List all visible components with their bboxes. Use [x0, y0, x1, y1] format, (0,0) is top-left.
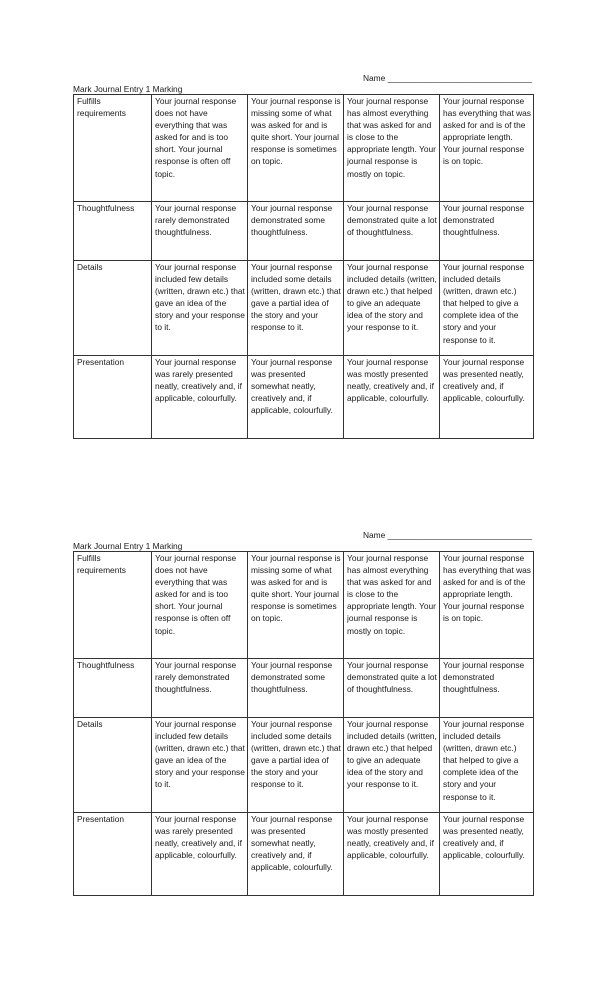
level-2-cell: Your journal response demonstrated some thoughtfulness.: [248, 202, 344, 261]
criterion-cell: Thoughtfulness: [74, 202, 152, 261]
level-4-cell: Your journal response demonstrated thoughtfulness.: [440, 659, 534, 718]
level-1-cell: Your journal response included few details (written, drawn etc.) that gave an idea of the story and your response to it.: [152, 718, 248, 813]
level-2-cell: Your journal response included some details (written, drawn etc.) that gave a partial idea of the story and your response to it.: [248, 261, 344, 356]
level-2-cell: Your journal response was presented somewhat neatly, creatively and, if applicable, colourfully.: [248, 356, 344, 439]
level-4-cell: Your journal response demonstrated thoughtfulness.: [440, 202, 534, 261]
criterion-cell: Fulfills requirements: [74, 95, 152, 202]
level-3-cell: Your journal response included details (written, drawn etc.) that helped to give an adequate idea of the story and your response to it.: [344, 261, 440, 356]
criterion-cell: Thoughtfulness: [74, 659, 152, 718]
level-3-cell: Your journal response demonstrated quite a lot of thoughtfulness.: [344, 659, 440, 718]
level-4-cell: Your journal response included details (written, drawn etc.) that helped to give a complete idea of the story and your response to it.: [440, 261, 534, 356]
rubric-sheet-1: [73, 72, 533, 439]
level-1-cell: Your journal response rarely demonstrated thoughtfulness.: [152, 202, 248, 261]
level-3-cell: Your journal response has almost everything that was asked for and is close to the appropriate length. Your journal response is mostly on topic.: [344, 552, 440, 659]
name-field-line[interactable]: Name _______________________________: [362, 73, 532, 83]
rubric-row-presentation: [74, 813, 534, 896]
level-2-cell: Your journal response is missing some of what was asked for and is quite short. Your journal response is sometimes on topic.: [248, 95, 344, 202]
level-2-cell: Your journal response included some details (written, drawn etc.) that gave a partial idea of the story and your response to it.: [248, 718, 344, 813]
level-3-cell: Your journal response has almost everything that was asked for and is close to the appropriate length. Your journal response is mostly on topic.: [344, 95, 440, 202]
level-3-cell: Your journal response was mostly presented neatly, creatively and, if applicable, colourfully.: [344, 356, 440, 439]
criterion-cell: Details: [74, 261, 152, 356]
rubric-title: Mark Journal Entry 1 Marking: [73, 84, 183, 94]
level-3-cell: Your journal response was mostly presented neatly, creatively and, if applicable, colourfully.: [344, 813, 440, 896]
level-1-cell: Your journal response was rarely presented neatly, creatively and, if applicable, colourfully.: [152, 813, 248, 896]
rubric-sheet-2: [73, 529, 533, 896]
criterion-cell: Presentation: [74, 356, 152, 439]
criterion-cell: Presentation: [74, 813, 152, 896]
level-4-cell: Your journal response has everything that was asked for and is of the appropriate length. Your journal response is on topic.: [440, 552, 534, 659]
level-4-cell: Your journal response included details (written, drawn etc.) that helped to give a complete idea of the story and your response to it.: [440, 718, 534, 813]
rubric-title: Mark Journal Entry 1 Marking: [73, 541, 183, 551]
rubric-row-thoughtfulness: [74, 659, 534, 718]
name-field-line[interactable]: Name _______________________________: [362, 530, 532, 540]
level-2-cell: Your journal response was presented somewhat neatly, creatively and, if applicable, colourfully.: [248, 813, 344, 896]
rubric-row-details: [74, 261, 534, 356]
rubric-row-thoughtfulness: [74, 202, 534, 261]
rubric-row-presentation: [74, 356, 534, 439]
level-2-cell: Your journal response is missing some of what was asked for and is quite short. Your journal response is sometimes on topic.: [248, 552, 344, 659]
level-2-cell: Your journal response demonstrated some thoughtfulness.: [248, 659, 344, 718]
level-3-cell: Your journal response included details (written, drawn etc.) that helped to give an adequate idea of the story and your response to it.: [344, 718, 440, 813]
level-1-cell: Your journal response was rarely presented neatly, creatively and, if applicable, colourfully.: [152, 356, 248, 439]
level-1-cell: Your journal response rarely demonstrated thoughtfulness.: [152, 659, 248, 718]
criterion-cell: Fulfills requirements: [74, 552, 152, 659]
level-3-cell: Your journal response demonstrated quite a lot of thoughtfulness.: [344, 202, 440, 261]
rubric-table: [73, 94, 534, 439]
level-1-cell: Your journal response does not have everything that was asked for and is too short. Your journal response is often off topic.: [152, 552, 248, 659]
criterion-cell: Details: [74, 718, 152, 813]
level-1-cell: Your journal response does not have everything that was asked for and is too short. Your journal response is often off topic.: [152, 95, 248, 202]
level-4-cell: Your journal response has everything that was asked for and is of the appropriate length. Your journal response is on topic.: [440, 95, 534, 202]
level-4-cell: Your journal response was presented neatly, creatively and, if applicable, colourfully.: [440, 356, 534, 439]
rubric-row-fulfills-requirements: [74, 95, 534, 202]
level-4-cell: Your journal response was presented neatly, creatively and, if applicable, colourfully.: [440, 813, 534, 896]
level-1-cell: Your journal response included few details (written, drawn etc.) that gave an idea of the story and your response to it.: [152, 261, 248, 356]
rubric-row-details: [74, 718, 534, 813]
rubric-row-fulfills-requirements: [74, 552, 534, 659]
rubric-table: [73, 551, 534, 896]
